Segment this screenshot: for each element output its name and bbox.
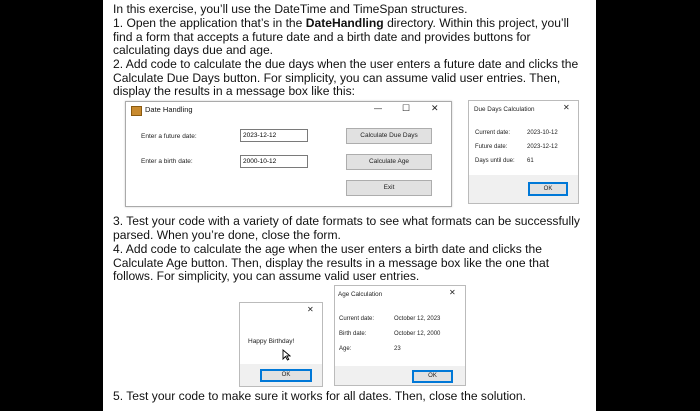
step-4-text: 4. Add code to calculate the age when the user enters a birth date and clicks the Calculate Age button. Then, display the results in a message box like the one that follows. For simplicity, you can assume valid user entries. [113, 242, 550, 284]
step-1-bold: DateHandling [305, 16, 384, 30]
birth-date-input[interactable]: 2000-10-12 [240, 155, 308, 168]
future-date-label: Enter a future date: [141, 133, 197, 140]
date-handling-window [125, 101, 452, 207]
birth-date-label: Enter a birth date: [141, 158, 193, 165]
due-future-label: Future date: [475, 144, 508, 150]
minimize-button[interactable]: — [374, 104, 382, 113]
age-label: Age: [339, 346, 352, 352]
future-date-input[interactable]: 2023-12-12 [240, 129, 308, 142]
calculate-age-button[interactable]: Calculate Age [346, 154, 432, 170]
age-dialog-title: Age Calculation [338, 291, 383, 298]
age-ok-button[interactable]: OK [412, 370, 453, 383]
birthday-dialog-close-button[interactable]: ✕ [307, 305, 314, 314]
age-calculation-dialog [334, 285, 466, 386]
close-button[interactable]: ✕ [431, 103, 439, 113]
due-days-value: 61 [527, 158, 534, 164]
age-birth-value: October 12, 2000 [394, 331, 441, 337]
step-1-text-b: directory. Within this project, you’ll find a form that accepts a future date and a birth date and provides buttons for calculating days due and age. [113, 16, 569, 58]
birthday-dialog [239, 302, 323, 387]
age-dialog-close-button[interactable]: ✕ [449, 288, 456, 297]
due-days-dialog [468, 100, 579, 204]
age-current-value: October 12, 2023 [394, 316, 441, 322]
document-page [103, 0, 596, 411]
due-ok-button[interactable]: OK [528, 182, 568, 196]
birthday-message: Happy Birthday! [248, 338, 295, 345]
age-value: 23 [394, 346, 401, 352]
birthday-ok-button[interactable]: OK [260, 369, 312, 382]
exit-button[interactable]: Exit [346, 180, 432, 196]
window-title: Date Handling [145, 105, 193, 114]
step-2-text: 2. Add code to calculate the due days when the user enters a future date and clicks the Calculate Due Days button. For simplicity, you can assume valid user entries. Then, display the results in a message box like this: [113, 57, 579, 99]
app-icon [131, 106, 142, 116]
intro-text: In this exercise, you’ll use the DateTime and TimeSpan structures. [113, 2, 468, 16]
step-5-text: 5. Test your code to make sure it works for all dates. Then, close the solution. [113, 389, 526, 403]
age-birth-label: Birth date: [339, 331, 367, 337]
due-dialog-title: Due Days Calculation [474, 106, 535, 113]
step-1-text-a: 1. Open the application that’s in the [113, 16, 306, 30]
step-1-text [113, 17, 589, 58]
due-future-value: 2023-12-12 [527, 144, 558, 150]
due-dialog-close-button[interactable]: ✕ [563, 103, 570, 112]
calculate-due-days-button[interactable]: Calculate Due Days [346, 128, 432, 144]
maximize-button[interactable]: ☐ [402, 103, 411, 113]
due-days-label: Days until due: [475, 158, 515, 164]
step-3-text: 3. Test your code with a variety of date formats to see what formats can be successfully parsed. When you’re done, close the form. [113, 214, 580, 242]
due-current-value: 2023-10-12 [527, 130, 558, 136]
due-current-label: Current date: [475, 130, 511, 136]
age-current-label: Current date: [339, 316, 375, 322]
